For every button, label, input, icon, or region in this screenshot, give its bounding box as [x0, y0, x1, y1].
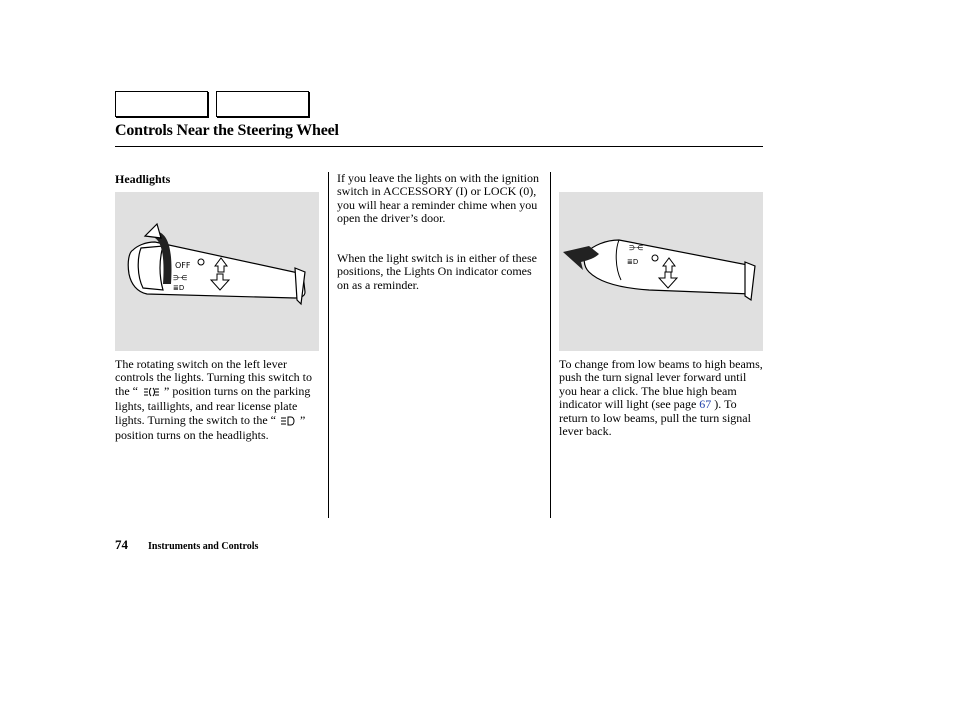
light-switch-lever-drawing	[115, 192, 319, 351]
page-title: Controls Near the Steering Wheel	[115, 122, 339, 139]
parking-light-icon	[142, 387, 160, 400]
headlights-text-1: The rotating switch on the left lever controls the lights. Turning this switch to the “	[115, 357, 313, 398]
headlight-icon	[280, 416, 296, 429]
high-beam-text-2: ). To return to low beams, pull the turn signal lever back.	[559, 397, 751, 439]
page-number: 74	[115, 537, 128, 552]
header-tab-1[interactable]	[115, 91, 208, 117]
high-beam-text-1: To change from low beams to high beams, push the turn signal lever forward until you hear a click. The blue high beam indicator will light (see page	[559, 357, 763, 412]
high-beam-illustration	[559, 192, 763, 351]
svg-text:≣D: ≣D	[627, 258, 639, 266]
light-switch-illustration	[115, 192, 319, 351]
svg-text:≣D: ≣D	[173, 284, 185, 292]
svg-text:⋺⋲: ⋺⋲	[173, 274, 187, 282]
reminder-chime-paragraph: If you leave the lights on with the ignition switch in ACCESSORY (I) or LOCK (0), you will hear a reminder chime when you open the driver’s door.	[337, 171, 539, 226]
off-label: OFF	[175, 261, 191, 270]
column-divider-1	[328, 172, 329, 518]
turn-signal-lever-drawing	[559, 192, 763, 351]
headlights-paragraph	[115, 358, 321, 442]
headlights-heading: Headlights	[115, 172, 171, 186]
title-rule	[115, 146, 763, 147]
page-67-link[interactable]: 67	[699, 397, 712, 412]
lights-on-indicator-paragraph: When the light switch is in either of these positions, the Lights On indicator comes on as a reminder.	[337, 251, 537, 292]
svg-text:⋺⋲: ⋺⋲	[629, 244, 643, 252]
headlights-text-3: ” position turns on the headlights.	[115, 412, 306, 443]
header-tab-2[interactable]	[216, 91, 309, 117]
footer-section-label: Instruments and Controls	[148, 541, 259, 552]
column-divider-2	[550, 172, 551, 518]
headlights-text-2: ” position turns on the parking lights, taillights, and rear license plate lights. Turning the switch to the “	[115, 383, 311, 427]
high-beam-paragraph	[559, 358, 763, 438]
